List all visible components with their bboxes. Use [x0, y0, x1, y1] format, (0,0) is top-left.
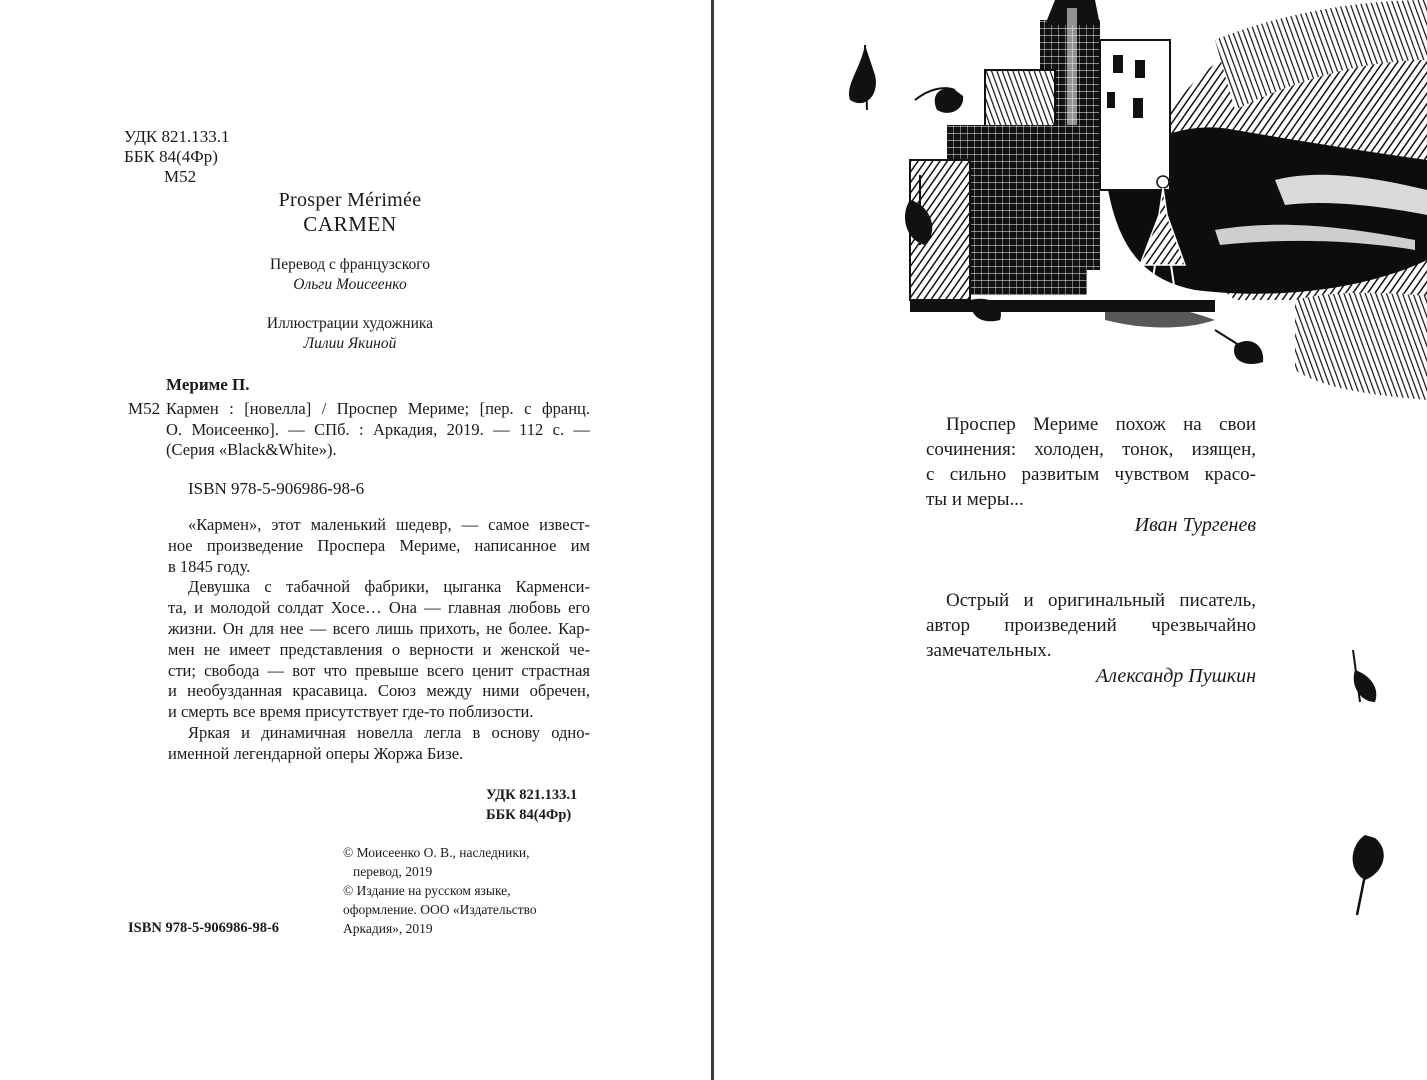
catalog-entry [166, 399, 590, 461]
catalog-isbn: ISBN 978-5-906986-98-6 [188, 479, 365, 498]
illustration-label: Иллюстрации художника [266, 315, 434, 332]
original-title: CARMEN [303, 212, 397, 236]
annotation-line: и необузданная красавица. Союз между ними обречен, [168, 681, 590, 701]
quote-line: Проспер Мериме похож на свои [946, 414, 1256, 435]
quote-line: замечательных. [926, 640, 1052, 661]
right-page [715, 0, 1427, 1080]
annotation [168, 515, 590, 765]
quote-turgenev [926, 412, 1256, 537]
catalog-mark: М52 [128, 399, 161, 418]
annotation-paragraph [168, 577, 590, 723]
flower-icon [1353, 835, 1384, 915]
annotation-line: сти; свобода — вот что превыше всего ценит страстная [168, 660, 590, 680]
catalog-line: (Серия «Black&White»). [166, 440, 337, 459]
annotation-line: в 1845 году. [168, 556, 251, 576]
copyright-line: оформление. ООО «Издательство [343, 902, 537, 917]
annotation-line: жизни. Он для нее — всего лишь прихоть, не более. Кар- [168, 618, 590, 638]
annotation-line: мен не имеет представления о верности и женской че- [168, 639, 590, 659]
annotation-line: ное произведение Проспера Мериме, написанное им [168, 535, 590, 555]
copyright-line: © Издание на русском языке, [343, 883, 511, 898]
title-block [150, 188, 550, 354]
quote-pushkin [926, 588, 1256, 688]
quote-author: Александр Пушкин [1096, 665, 1256, 687]
translator-name: Ольги Моисеенко [293, 276, 407, 293]
annotation-paragraph [168, 515, 590, 577]
annotation-paragraph [168, 723, 590, 765]
flower-icon [849, 45, 876, 110]
catalog-line: Кармен : [новелла] / Проспер Мериме; [пер. с франц. [166, 399, 590, 418]
quote-text [926, 412, 1256, 512]
bottom-udk: УДК 821.133.1 [486, 787, 578, 803]
flower-icon [1353, 650, 1376, 702]
quote-text [926, 588, 1256, 663]
annotation-line: и смерть все время присутствует где-то поблизости. [168, 702, 534, 722]
annotation-line: Девушка с табачной фабрики, цыганка Карменси- [188, 577, 590, 597]
annotation-line: Яркая и динамичная новелла легла в основу одно- [188, 722, 590, 742]
udk-code: УДК 821.133.1 [124, 127, 230, 146]
classification-block [124, 127, 230, 187]
annotation-line: «Кармен», этот маленький шедевр, — самое извест- [188, 515, 590, 534]
city-illustration [715, 0, 1427, 420]
bottom-codes [486, 785, 577, 825]
copyright-block [343, 843, 537, 938]
bbk-code: ББК 84(4Фр) [124, 147, 218, 166]
copyright-line: перевод, 2019 [353, 864, 433, 879]
bottom-bbk: ББК 84(4Фр) [486, 807, 572, 823]
side-flowers [1335, 640, 1405, 930]
flower-icon [915, 88, 963, 113]
quote-line: сочинения: холоден, тонок, изящен, [926, 439, 1256, 460]
quote-author: Иван Тургенев [1134, 514, 1256, 536]
annotation-line: именной легендарной оперы Жоржа Бизе. [168, 743, 464, 763]
left-page [0, 0, 712, 1080]
quote-line: автор произведений чрезвычайно [926, 615, 1256, 636]
catalog-line: О. Моисеенко]. — СПб. : Аркадия, 2019. — 112 с. — [166, 419, 590, 439]
original-author: Prosper Mérimée [278, 189, 422, 211]
copyright-line: © Моисеенко О. В., наследники, [343, 845, 530, 860]
author-mark: М52 [164, 167, 197, 186]
isbn-bottom: ISBN 978-5-906986-98-6 [128, 920, 280, 936]
catalog-heading: Мериме П. [166, 375, 250, 394]
flower-icon [1215, 330, 1263, 364]
copyright-line: Аркадия», 2019 [343, 921, 433, 936]
illustrator-name: Лилии Якиной [303, 335, 397, 352]
quote-line: с сильно развитым чувством красо- [926, 464, 1256, 485]
quote-line: ты и меры... [926, 489, 1024, 510]
annotation-line: та, и молодой солдат Хосе… Она — главная любовь его [168, 598, 590, 618]
quote-line: Острый и оригинальный писатель, [946, 590, 1256, 611]
translation-label: Перевод с французского [270, 256, 430, 273]
book-spine [711, 0, 714, 1080]
